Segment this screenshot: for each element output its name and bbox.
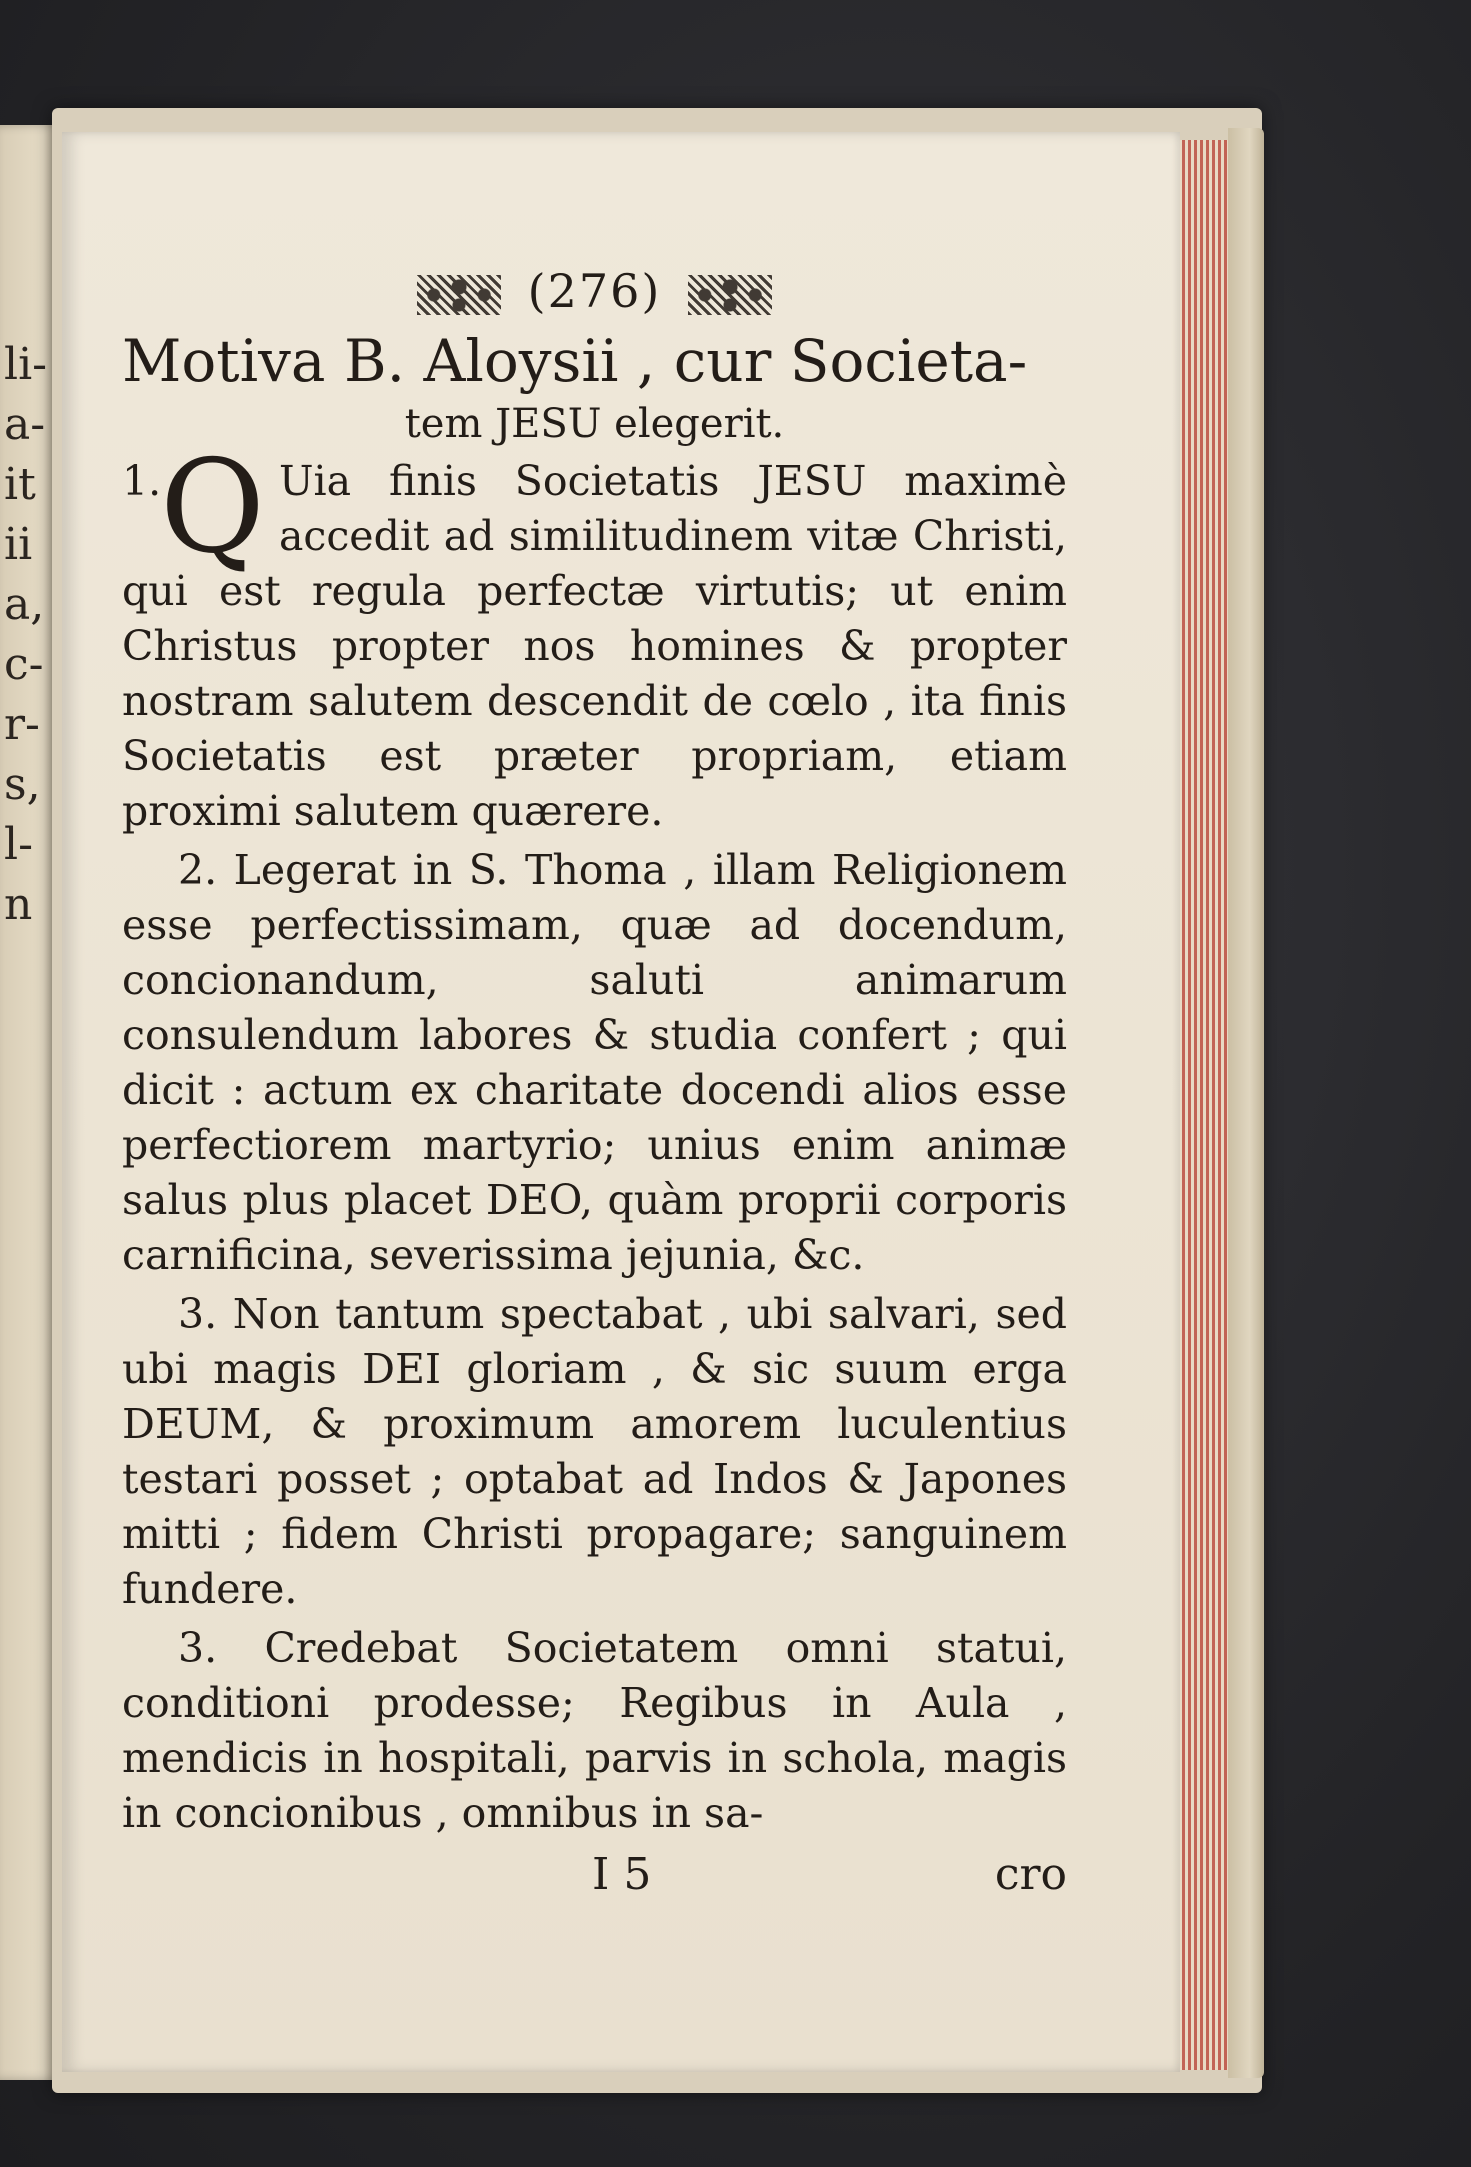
paragraph-number: 3. xyxy=(178,1624,218,1672)
left-fragment: l- xyxy=(4,819,33,870)
left-fragment: a, xyxy=(4,579,45,630)
left-fragment: c- xyxy=(4,639,44,690)
left-fragment: a- xyxy=(4,399,46,450)
book-page xyxy=(62,132,1180,2072)
chapter-title-line1: Motiva B. Aloysii , cur Societa- xyxy=(122,327,1028,395)
page-number-value: 276 xyxy=(547,264,642,318)
signature-mark: I 5 xyxy=(592,1849,652,1900)
left-ornament-icon xyxy=(417,275,501,315)
page-footer xyxy=(122,1845,1067,1905)
paragraph-4 xyxy=(122,1621,1067,1841)
paragraph-text: Non tantum spectabat , ubi salvari, sed ubi magis DEI gloriam , & sic suum erga DEUM, & proximum amorem luculentius testari posset ; optabat ad Indos & Japones mitti ; fidem Christi propagare; sanguinem fundere. xyxy=(122,1290,1067,1613)
left-fragment: ii xyxy=(4,519,33,570)
left-fragment: it xyxy=(4,459,36,510)
paragraph-text: Uia finis Societatis JESU maximè accedit ad similitudinem vitæ Christi, qui est regula perfectæ virtutis; ut enim Christus propter nos homines & propter nostram salutem descendit de cœlo , ita finis Societatis est præter propriam, etiam proximi salutem quærere. xyxy=(122,457,1067,835)
paragraph-text: Credebat Societatem omni statui, conditioni prodesse; Regibus in Aula , mendicis in hospitali, parvis in schola, magis in concionibus , omnibus in sa- xyxy=(122,1624,1067,1837)
left-fragment: li- xyxy=(4,339,48,390)
paragraph-2 xyxy=(122,843,1067,1283)
page-number: (276) xyxy=(527,264,662,318)
cover-edge xyxy=(1228,128,1264,2078)
page-text-block xyxy=(122,252,1067,1905)
page-header xyxy=(122,252,1067,330)
right-ornament-icon xyxy=(688,275,772,315)
paragraph-text: Legerat in S. Thoma , illam Religionem esse perfectissimam, quæ ad docendum, concionandum, saluti animarum consulendum labores & studia confert ; qui dicit : actum ex charitate docendi alios esse perfectiorem martyrio; unius enim animæ salus plus placet DEO, quàm proprii corporis carnificina, severissima jejunia, &c. xyxy=(122,846,1067,1279)
paragraph-number: 2. xyxy=(178,846,218,894)
left-page-text xyxy=(4,335,54,935)
chapter-title-line2: tem JESU elegerit. xyxy=(404,401,785,447)
drop-cap: Q xyxy=(160,433,265,582)
left-fragment: n xyxy=(4,879,33,930)
left-fragment: r- xyxy=(4,699,40,750)
left-fragment: s, xyxy=(4,759,41,810)
paragraph-3 xyxy=(122,1287,1067,1617)
paragraph-number: 3. xyxy=(178,1290,218,1338)
paragraph-1 xyxy=(122,433,1067,839)
paragraph-number: 1. xyxy=(122,457,162,505)
catchword: cro xyxy=(994,1849,1067,1900)
